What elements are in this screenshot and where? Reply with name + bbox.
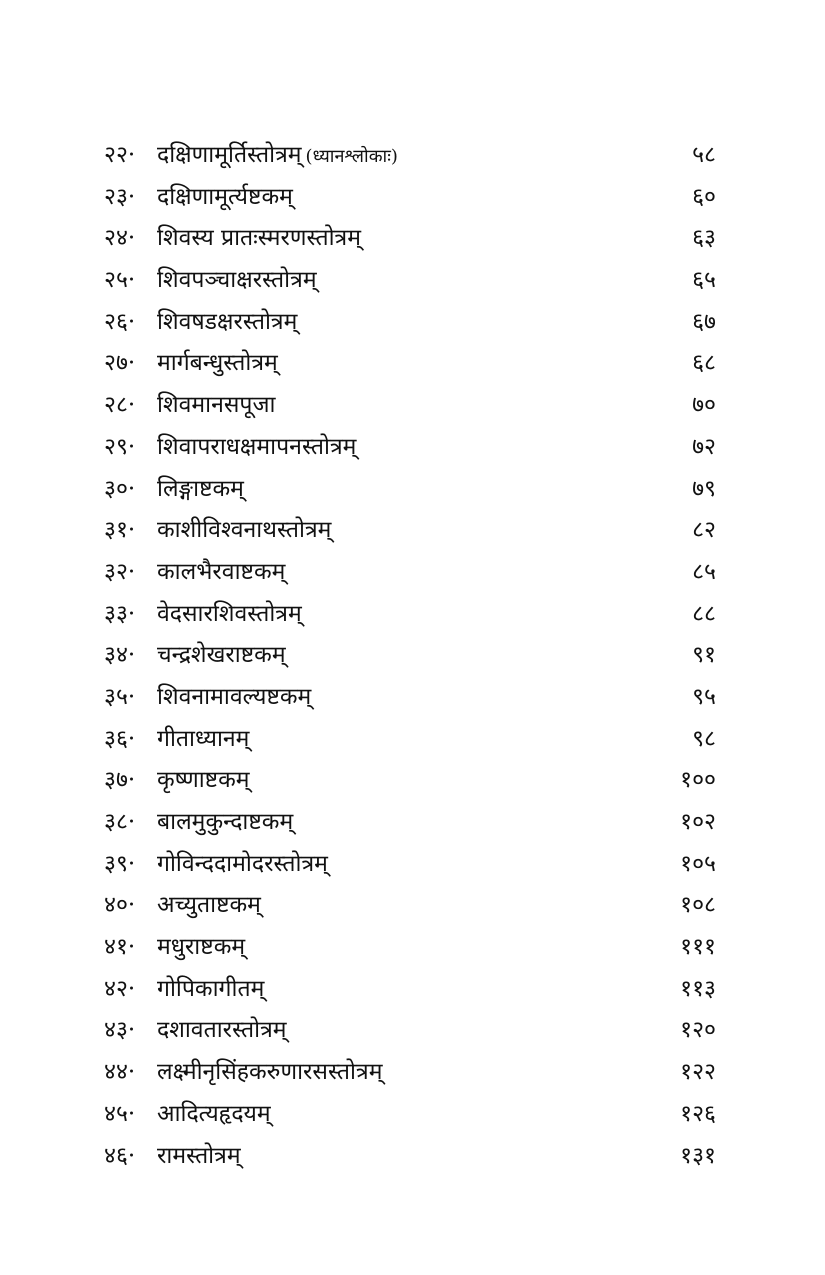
toc-entry [0,427,825,469]
entry-page-number: ११३ [680,975,716,1002]
entry-number: २८· [104,392,136,419]
entry-title: शिवनामावल्यष्टकम् [157,683,312,710]
entry-number: ३७· [104,767,136,794]
entry-number: २७· [104,350,136,377]
table-of-contents [0,135,825,1177]
toc-entry [0,469,825,511]
entry-page-number: १११ [680,934,716,961]
entry-number: २६· [104,308,136,335]
entry-number: ३२· [104,558,136,585]
entry-number: ४६· [104,1142,136,1169]
toc-entry [0,1136,825,1178]
entry-title: गोविन्ददामोदरस्तोत्रम् [157,850,328,877]
entry-number: ४४· [104,1059,136,1086]
entry-page-number: ९८ [692,725,716,752]
toc-entry [0,260,825,302]
entry-number: ४२· [104,975,136,1002]
toc-entry [0,927,825,969]
entry-number: २२· [104,142,136,168]
entry-number: ३०· [104,475,136,502]
entry-number: ४०· [104,892,136,919]
entry-title: वेदसारशिवस्तोत्रम् [157,600,302,627]
entry-page-number: १०५ [680,850,716,877]
entry-title: दक्षिणामूर्त्यष्टकम् [157,183,293,210]
entry-title: अच्युताष्टकम् [157,892,261,919]
toc-entry [0,844,825,886]
entry-number: २९· [104,433,136,460]
entry-page-number: ९५ [692,683,716,710]
entry-title: काशीविश्वनाथस्तोत्रम् [157,517,332,544]
toc-entry [0,719,825,761]
entry-number: ३४· [104,642,136,669]
toc-entry [0,510,825,552]
entry-page-number: ५८ [692,142,716,168]
entry-title-text: दक्षिणामूर्तिस्तोत्रम् [157,142,302,168]
entry-title: शिवषडक्षरस्तोत्रम् [157,308,298,335]
entry-title: आदित्यहृदयम् [157,1100,271,1127]
entry-title: लिङ्गाष्टकम् [157,475,244,502]
entry-number: ४१· [104,934,136,961]
entry-page-number: १०२ [680,809,716,835]
entry-page-number: ९१ [692,642,716,669]
entry-page-number: ६७ [692,308,716,335]
entry-number: ३५· [104,683,136,710]
entry-number: ३६· [104,725,136,752]
entry-page-number: १०८ [680,892,716,919]
toc-entry [0,802,825,844]
entry-number: २४· [104,225,136,252]
entry-title: मार्गबन्धुस्तोत्रम् [157,350,278,377]
entry-number: २५· [104,267,136,294]
toc-entry [0,594,825,636]
toc-entry [0,885,825,927]
toc-entry [0,677,825,719]
entry-title: लक्ष्मीनृसिंहकरुणारसस्तोत्रम् [157,1059,383,1086]
entry-number: २३· [104,183,136,210]
entry-page-number: ६३ [692,225,716,252]
toc-entry [0,635,825,677]
toc-entry [0,969,825,1011]
entry-title: शिवापराधक्षमापनस्तोत्रम् [157,433,357,460]
entry-page-number: ८८ [692,600,716,627]
entry-number: ३८· [104,809,136,835]
entry-page-number: ७० [692,392,716,419]
entry-page-number: ८५ [692,558,716,585]
entry-title: मधुराष्टकम् [157,934,246,961]
entry-page-number: १२२ [680,1059,716,1086]
toc-entry [0,1094,825,1136]
entry-page-number: ६० [692,183,716,210]
entry-title: शिवमानसपूजा [157,392,276,419]
toc-entry [0,135,825,177]
entry-page-number: १२० [680,1017,716,1044]
entry-page-number: १२६ [680,1100,716,1127]
entry-page-number: ७९ [692,475,716,502]
entry-page-number: ६५ [692,267,716,294]
toc-entry [0,343,825,385]
entry-page-number: १३१ [680,1142,716,1169]
toc-entry [0,385,825,427]
entry-title: शिवपञ्चाक्षरस्तोत्रम् [157,267,317,294]
toc-entry [0,552,825,594]
entry-page-number: ७२ [692,433,716,460]
toc-entry [0,1052,825,1094]
entry-title: गीताध्यानम् [157,725,250,752]
toc-entry [0,302,825,344]
entry-title: रामस्तोत्रम् [157,1142,241,1169]
toc-entry [0,1010,825,1052]
entry-page-number: ६८ [692,350,716,377]
toc-entry [0,177,825,219]
toc-entry [0,218,825,260]
entry-number: ३९· [104,850,136,877]
entry-number: ३१· [104,517,136,544]
entry-note: (ध्यानश्लोकाः) [305,146,398,167]
entry-page-number: १०० [680,767,716,794]
entry-title: दशावतारस्तोत्रम् [157,1017,287,1044]
entry-title [157,135,398,178]
entry-title: कृष्णाष्टकम् [157,767,250,794]
entry-number: ४५· [104,1100,136,1127]
toc-entry [0,760,825,802]
entry-title: चन्द्रशेखराष्टकम् [157,642,286,669]
entry-title: कालभैरवाष्टकम् [157,558,286,585]
entry-page-number: ८२ [692,517,716,544]
entry-title: बालमुकुन्दाष्टकम् [157,809,294,835]
entry-title: शिवस्य प्रातःस्मरणस्तोत्रम् [157,225,361,252]
entry-number: ३३· [104,600,136,627]
entry-title: गोपिकागीतम् [157,975,265,1002]
entry-number: ४३· [104,1017,136,1044]
